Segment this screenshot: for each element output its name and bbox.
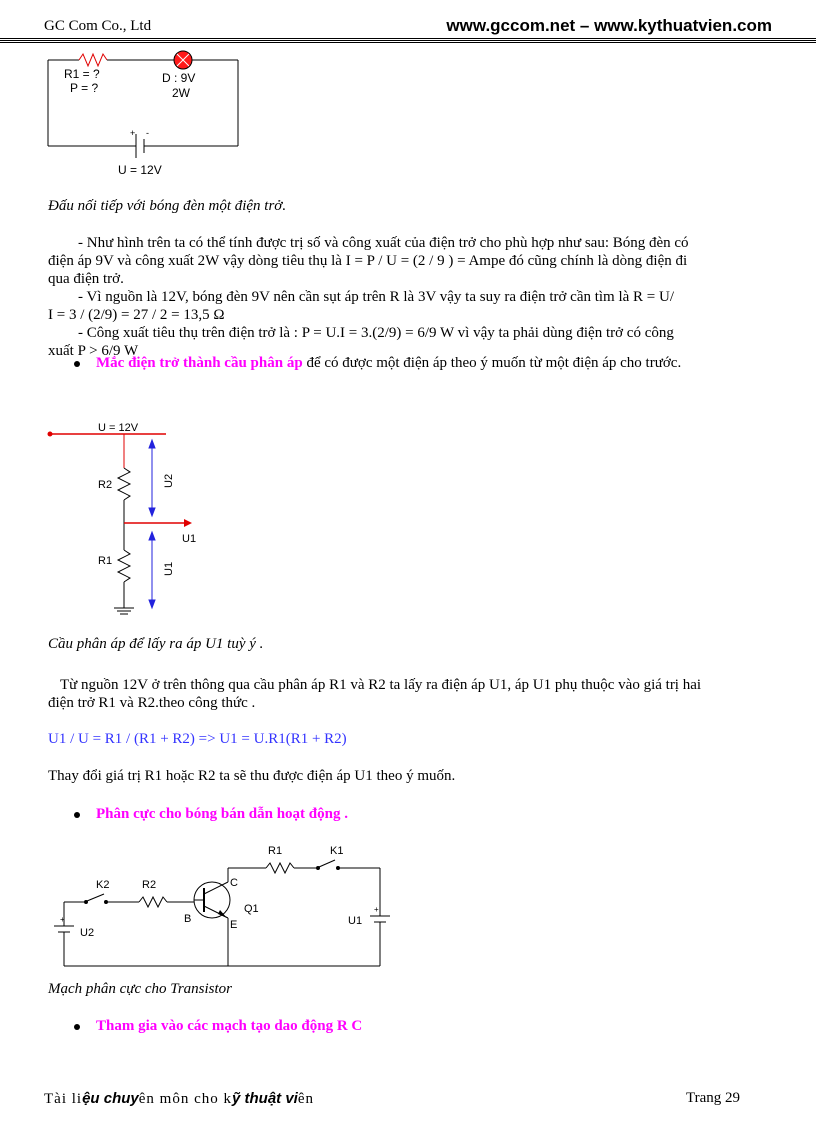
footer-title [44, 1090, 314, 1108]
label-r2: R2 [142, 879, 157, 891]
bullet-dot-icon [74, 1024, 80, 1030]
footer-part1: Tài li [44, 1091, 83, 1107]
resistor-r2-symbol [139, 897, 167, 907]
bullet1-rest: để có được một điện áp theo ý muốn từ một điện áp cho trước. [302, 355, 682, 371]
para1-line1: - Như hình trên ta có thể tính được trị số và công xuất của điện trở cho phù hợp như sau: Bóng đèn có [78, 235, 689, 251]
lamp-icon [174, 51, 192, 69]
footer-part2: ệu chuy [82, 1090, 139, 1107]
label-u1: U1 [348, 915, 363, 927]
ground-icon [114, 608, 134, 614]
header-company: GC Com Co., Ltd [44, 18, 152, 34]
bullet-rc-oscillator [74, 1018, 362, 1035]
label-u12: U = 12V [98, 422, 139, 434]
svg-text:+: + [374, 905, 379, 914]
figure1-caption: Đấu nối tiếp với bóng đèn một điện trở. [48, 198, 287, 214]
paragraph-change-value: Thay đổi giá trị R1 hoặc R2 ta sẽ thu được điện áp U1 theo ý muốn. [48, 768, 456, 784]
page-number: Trang 29 [685, 1090, 740, 1106]
label-r1: R1 [268, 845, 283, 857]
resistor-r1-symbol [79, 54, 107, 66]
figure-voltage-divider [44, 418, 224, 630]
switch-k1-symbol [319, 860, 335, 867]
label-k1: K1 [330, 845, 344, 857]
label-u1-side: U1 [163, 561, 175, 576]
label-d: D : 9V [162, 71, 196, 85]
resistor-r2-symbol [118, 468, 130, 500]
input-terminal-icon [48, 432, 53, 437]
bullet3-highlight: Tham gia vào các mạch tạo dao động R C [96, 1018, 363, 1034]
label-w: 2W [172, 86, 190, 100]
svg-text:-: - [146, 128, 149, 138]
bullet-transistor-bias [74, 806, 348, 823]
u1-arrow-up-icon [149, 532, 155, 540]
bullet-dot-icon [74, 812, 80, 818]
header-websites: www.gccom.net – www.kythuatvien.com [446, 16, 772, 35]
figure2-caption: Cầu phân áp để lấy ra áp U1 tuỳ ý . [48, 636, 264, 652]
header-rule [0, 38, 816, 39]
label-p: P = ? [70, 81, 99, 95]
figure-transistor-bias-circuit [44, 838, 394, 972]
para1-line3: qua điện trở. [48, 271, 124, 287]
bullet-voltage-divider [74, 355, 681, 372]
figure3-caption: Mạch phân cực cho Transistor [48, 981, 233, 997]
paragraph-divider [48, 676, 788, 712]
footer-part3: ên môn cho k [138, 1091, 232, 1107]
label-u2: U2 [163, 473, 175, 488]
label-c: C [230, 877, 238, 889]
header-rule-2 [0, 40, 816, 41]
label-u2: U2 [80, 927, 95, 939]
para1-line7: xuất P > 6/9 W [48, 343, 139, 359]
para1-line5: I = 3 / (2/9) = 27 / 2 = 13,5 Ω [48, 307, 225, 323]
label-k2: K2 [96, 879, 110, 891]
label-r1: R1 = ? [64, 67, 100, 81]
label-r2: R2 [98, 479, 113, 491]
para1-line2: điện áp 9V và công xuất 2W vậy dòng tiêu thụ là I = P / U = (2 / 9 ) = Ampe đó cũng chính là dòng điện đi [48, 253, 688, 269]
resistor-r1-symbol [118, 550, 130, 582]
label-e: E [230, 919, 238, 931]
label-r1: R1 [98, 555, 113, 567]
u2-arrow-down-icon [149, 508, 155, 516]
bullet2-highlight: Phân cực cho bóng bán dẫn hoạt động . [96, 806, 348, 822]
u1-arrow-down-icon [149, 600, 155, 608]
paragraph-calculation [48, 234, 788, 360]
header-rule-3 [0, 42, 816, 43]
label-u: U = 12V [118, 163, 162, 177]
bullet1-highlight: Mắc điện trở thành cầu phân áp [96, 355, 303, 371]
para2-line2: điện trở R1 và R2.theo công thức . [48, 695, 256, 711]
divider-formula: U1 / U = R1 / (R1 + R2) => U1 = U.R1(R1 + R2) [48, 731, 347, 747]
footer-part4: ỹ thuật vi [232, 1090, 298, 1107]
output-arrow-icon [184, 519, 192, 527]
label-q1: Q1 [244, 903, 259, 915]
svg-text:+: + [60, 915, 65, 924]
switch-k2-symbol [87, 894, 104, 901]
footer-part5: ên [297, 1091, 315, 1107]
label-u1-out: U1 [182, 533, 197, 545]
figure-series-lamp-circuit [44, 44, 254, 180]
label-b: B [184, 913, 192, 925]
bullet-dot-icon [74, 361, 80, 367]
para1-line6: - Công xuất tiêu thụ trên điện trở là : P = U.I = 3.(2/9) = 6/9 W vì vậy ta phải dùng điện trở có công [78, 325, 674, 341]
resistor-r1-symbol [266, 863, 294, 873]
para2-line1: Từ nguồn 12V ở trên thông qua cầu phân áp R1 và R2 ta lấy ra điện áp U1, áp U1 phụ thuộc vào giá trị hai [60, 677, 702, 693]
svg-text:+: + [130, 128, 136, 138]
u2-arrow-up-icon [149, 440, 155, 448]
para1-line4: - Vì nguồn là 12V, bóng đèn 9V nên cần sụt áp trên R là 3V vậy ta suy ra điện trở cần tìm là R = U/ [78, 289, 675, 305]
